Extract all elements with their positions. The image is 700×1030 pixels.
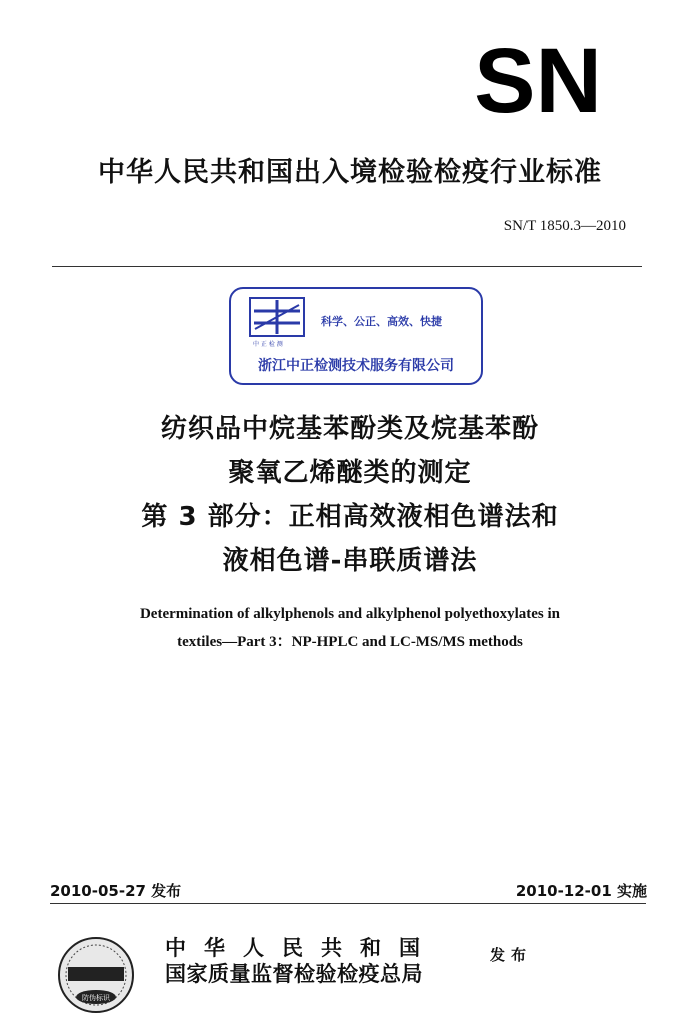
issuing-organization: 中华人民共和国出入境检验检疫行业标准 (98, 157, 602, 188)
title-line-2: 聚氧乙烯醚类的测定 (228, 458, 472, 488)
stamp-company-name: 浙江中正检测技术服务有限公司 (258, 358, 454, 374)
title-line-3: 第 3 部分：正相高效液相色谱法和 (141, 502, 559, 532)
company-stamp (229, 287, 483, 385)
effective-date: 2010-12-01 实施 (515, 882, 647, 900)
english-title-line-2: textiles—Part 3：NP-HPLC and LC-MS/MS methods (177, 634, 523, 650)
footer-divider (50, 903, 646, 904)
anti-counterfeit-seal-icon (56, 935, 136, 1015)
issuer-line-2: 国家质量监督检验检疫总局 (165, 961, 423, 986)
sn-logo-text: SN (474, 40, 602, 118)
title-line-1: 纺织品中烷基苯酚类及烷基苯酚 (160, 414, 539, 444)
issuer-line-1: 中华人民共和国 (165, 935, 438, 960)
header-divider (52, 266, 642, 267)
standard-code: SN/T 1850.3—2010 (503, 218, 626, 234)
issue-date: 2010-05-27 发布 (50, 882, 182, 900)
stamp-slogan: 科学、公正、高效、快捷 (321, 315, 442, 328)
company-logo-icon (249, 297, 305, 337)
seal-text: 防伪标识 (82, 994, 110, 1002)
sn-logo (463, 40, 613, 118)
english-title-line-1: Determination of alkylphenols and alkylphenol polyethoxylates in (139, 606, 561, 622)
title-line-4: 液相色谱-串联质谱法 (222, 546, 478, 576)
stamp-mini-text: 中 正 检 测 (253, 341, 283, 348)
issue-word: 发布 (490, 946, 533, 964)
